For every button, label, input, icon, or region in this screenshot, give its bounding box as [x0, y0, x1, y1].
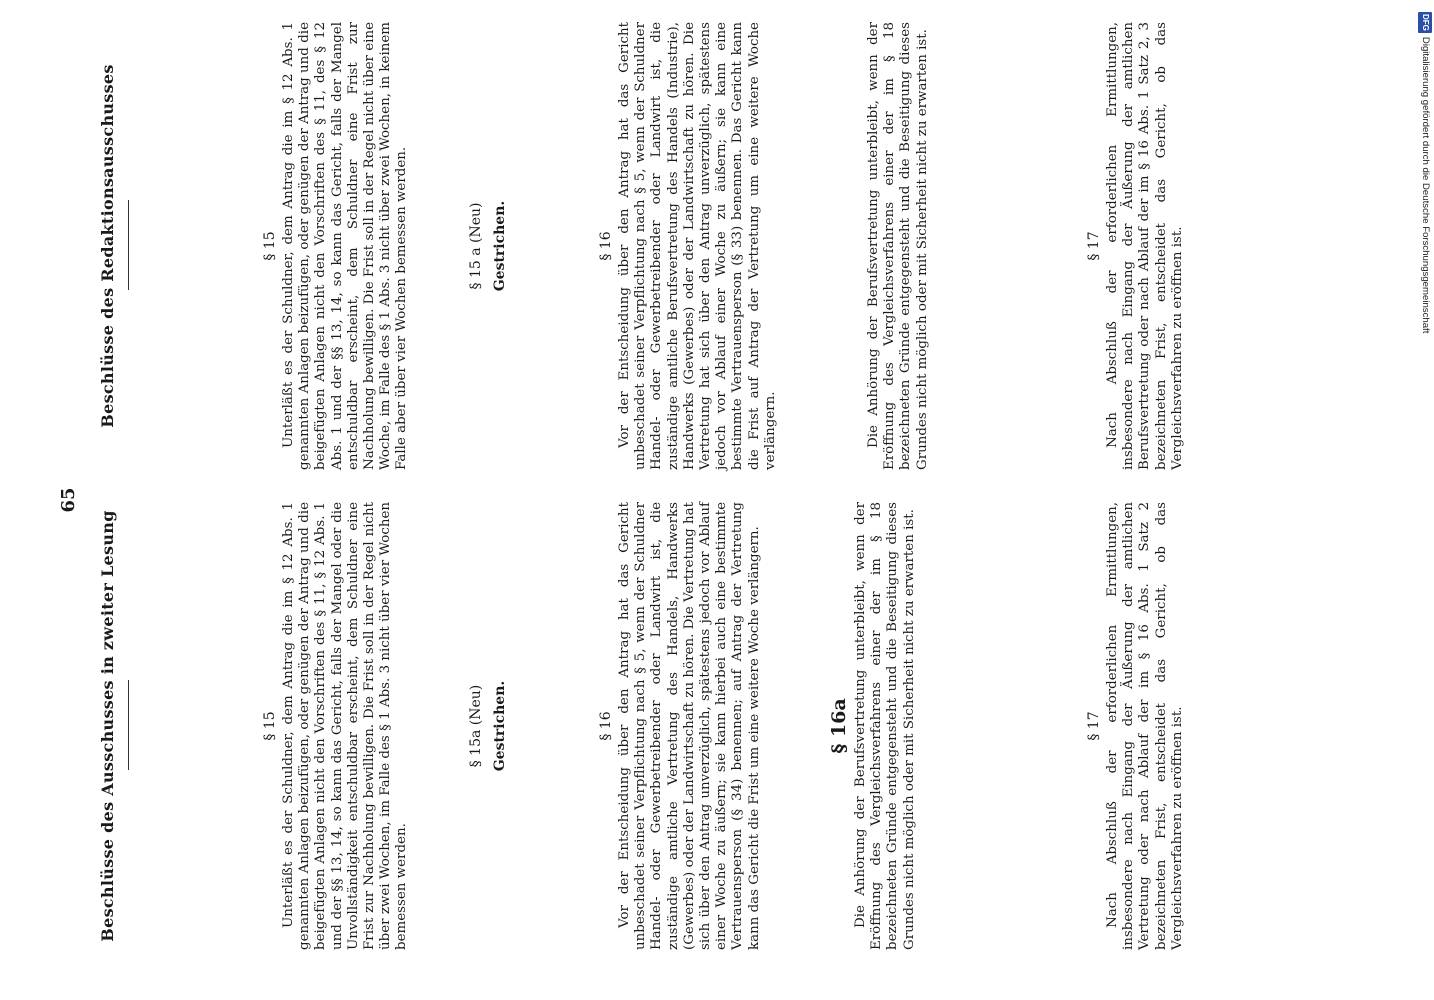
section-heading: § 15a (Neu) [468, 684, 484, 768]
title-divider-left [128, 680, 129, 770]
section-text: Nach Abschluß der erforderlichen Ermittlungen, insbesondere nach Eingang der Äußerung der amtlichen Vertretung oder nach Ablauf der im § 16 Abs. 1 Satz 2 bezeichneten Frist, entscheidet das Gericht, ob das Vergleichsverfahren zu eröffnen ist. [1105, 502, 1185, 950]
dfg-logo: DFG [1418, 12, 1432, 33]
struck-note: Gestrichen. [492, 200, 508, 292]
section-heading: § 15 [262, 711, 278, 741]
column-title-right: Beschlüsse des Redaktionsausschusses [98, 64, 117, 428]
section-heading: § 17 [1086, 711, 1102, 741]
section-16-left [598, 502, 763, 950]
digitization-credit [1418, 12, 1432, 392]
section-text: Unterläßt es der Schuldner, dem Antrag die im § 12 Abs. 1 genannten Anlagen beizufügen, oder genügen der Antrag und die beigefügten Anlagen nicht den Vorschriften des § 11, des § 12 Abs. 1 und der §§ 13, 14, so kann das Gericht, falls der Mangel entschuldbar erscheint, dem Schuldner eine Frist zur Nachholung bewilligen. Die Frist soll in der Regel nicht über eine Woche, im Falle des § 1 Abs. 3 nicht über zwei Wochen, in keinem Falle aber über vier Wochen bemessen werden. [281, 22, 410, 470]
section-text: Unterläßt es der Schuldner, dem Antrag die im § 12 Abs. 1 genannten Anlagen beizufügen, oder genügen der Antrag und die beigefügten Anlagen nicht den Vorschriften des § 11, § 12 Abs. 1 und der §§ 13, 14, so kann das Gericht, falls der Mangel oder die Unvollständigkeit entschuldbar erscheint, dem Schuldner eine Frist zur Nachholung bewilligen. Die Frist soll in der Regel nicht über zwei Wochen, im Falle des § 1 Abs. 3 nicht über vier Wochen bemessen werden. [281, 502, 410, 950]
section-heading: § 17 [1086, 231, 1102, 261]
section-17-right [1086, 22, 1186, 470]
section-heading: § 16 [598, 711, 614, 741]
section-text: Nach Abschluß der erforderlichen Ermittlungen, insbesondere nach Eingang der Äußerung der amtlichen Berufsvertretung oder nach Ablauf der im § 16 Abs. 1 Satz 2, 3 bezeichneten Frist, entscheidet das Gericht, ob das Vergleichsverfahren zu eröffnen ist. [1105, 22, 1185, 470]
title-divider-right [128, 200, 129, 290]
section-heading: § 16 [598, 231, 614, 261]
section-text: Die Anhörung der Berufsvertretung unterbleibt, wenn der Eröffnung des Vergleichsverfahrens einer der im § 18 bezeichneten Gründe entgegensteht und die Beseitigung dieses Grundes nicht möglich oder mit Sicherheit nicht zu erwarten ist. [853, 502, 917, 950]
section-15a-left [468, 502, 508, 950]
section-16a-right [866, 22, 931, 470]
section-17-left [1086, 502, 1186, 950]
section-text: Die Anhörung der Berufsvertretung unterbleibt, wenn der Eröffnung des Vergleichsverfahrens einer der im § 18 bezeichneten Gründe entgegensteht und die Beseitigung dieses Grundes nicht möglich oder mit Sicherheit nicht zu erwarten ist. [866, 22, 930, 470]
section-16a-left [828, 502, 918, 950]
section-15-right [262, 22, 411, 470]
section-heading: § 15 a (Neu) [468, 202, 484, 290]
section-15a-right [468, 22, 508, 470]
section-heading: § 16a [828, 698, 850, 754]
digitization-credit-text: Digitalisierung gefördert durch die Deutsche Forschungsgemeinschaft [1420, 36, 1431, 334]
section-text: Vor der Entscheidung über den Antrag hat das Gericht unbeschadet seiner Verpflichtung nach § 5, wenn der Schuldner Handel- oder Gewerbetreibender oder Landwirt ist, die zuständige amtliche Berufsvertretung des Handels (Industrie), Handwerks (Gewerbes) oder der Landwirtschaft zu hören. Die Vertretung hat sich über den Antrag unverzüglich, spätestens jedoch vor Ablauf einer Woche zu äußern; sie kann eine bestimmte Vertrauensperson (§ 33) benennen. Das Gericht kann die Frist auf Antrag der Vertretung um eine weitere Woche verlängern. [617, 22, 778, 470]
section-text: Vor der Entscheidung über den Antrag hat das Gericht unbeschadet seiner Verpflichtung nach § 5, wenn der Schuldner Handel- oder Gewerbetreibender oder Landwirt ist, die zuständige amtliche Vertretung des Handels, Handwerks (Gewerbes) oder der Landwirtschaft zu hören. Die Vertretung hat sich über den Antrag unverzüglich, spätestens jedoch vor Ablauf einer Woche zu äußern; sie kann hierbei auch eine bestimmte Vertrauensperson (§ 34) benennen; auf Antrag der Vertretung kann das Gericht die Frist um eine weitere Woche verlängern. [617, 502, 762, 950]
section-heading: § 15 [262, 231, 278, 261]
section-16-right [598, 22, 779, 470]
struck-note: Gestrichen. [492, 680, 508, 772]
page-number: 65 [58, 487, 79, 513]
column-title-left: Beschlüsse des Ausschusses in zweiter Lesung [98, 510, 117, 942]
section-15-left [262, 502, 411, 950]
